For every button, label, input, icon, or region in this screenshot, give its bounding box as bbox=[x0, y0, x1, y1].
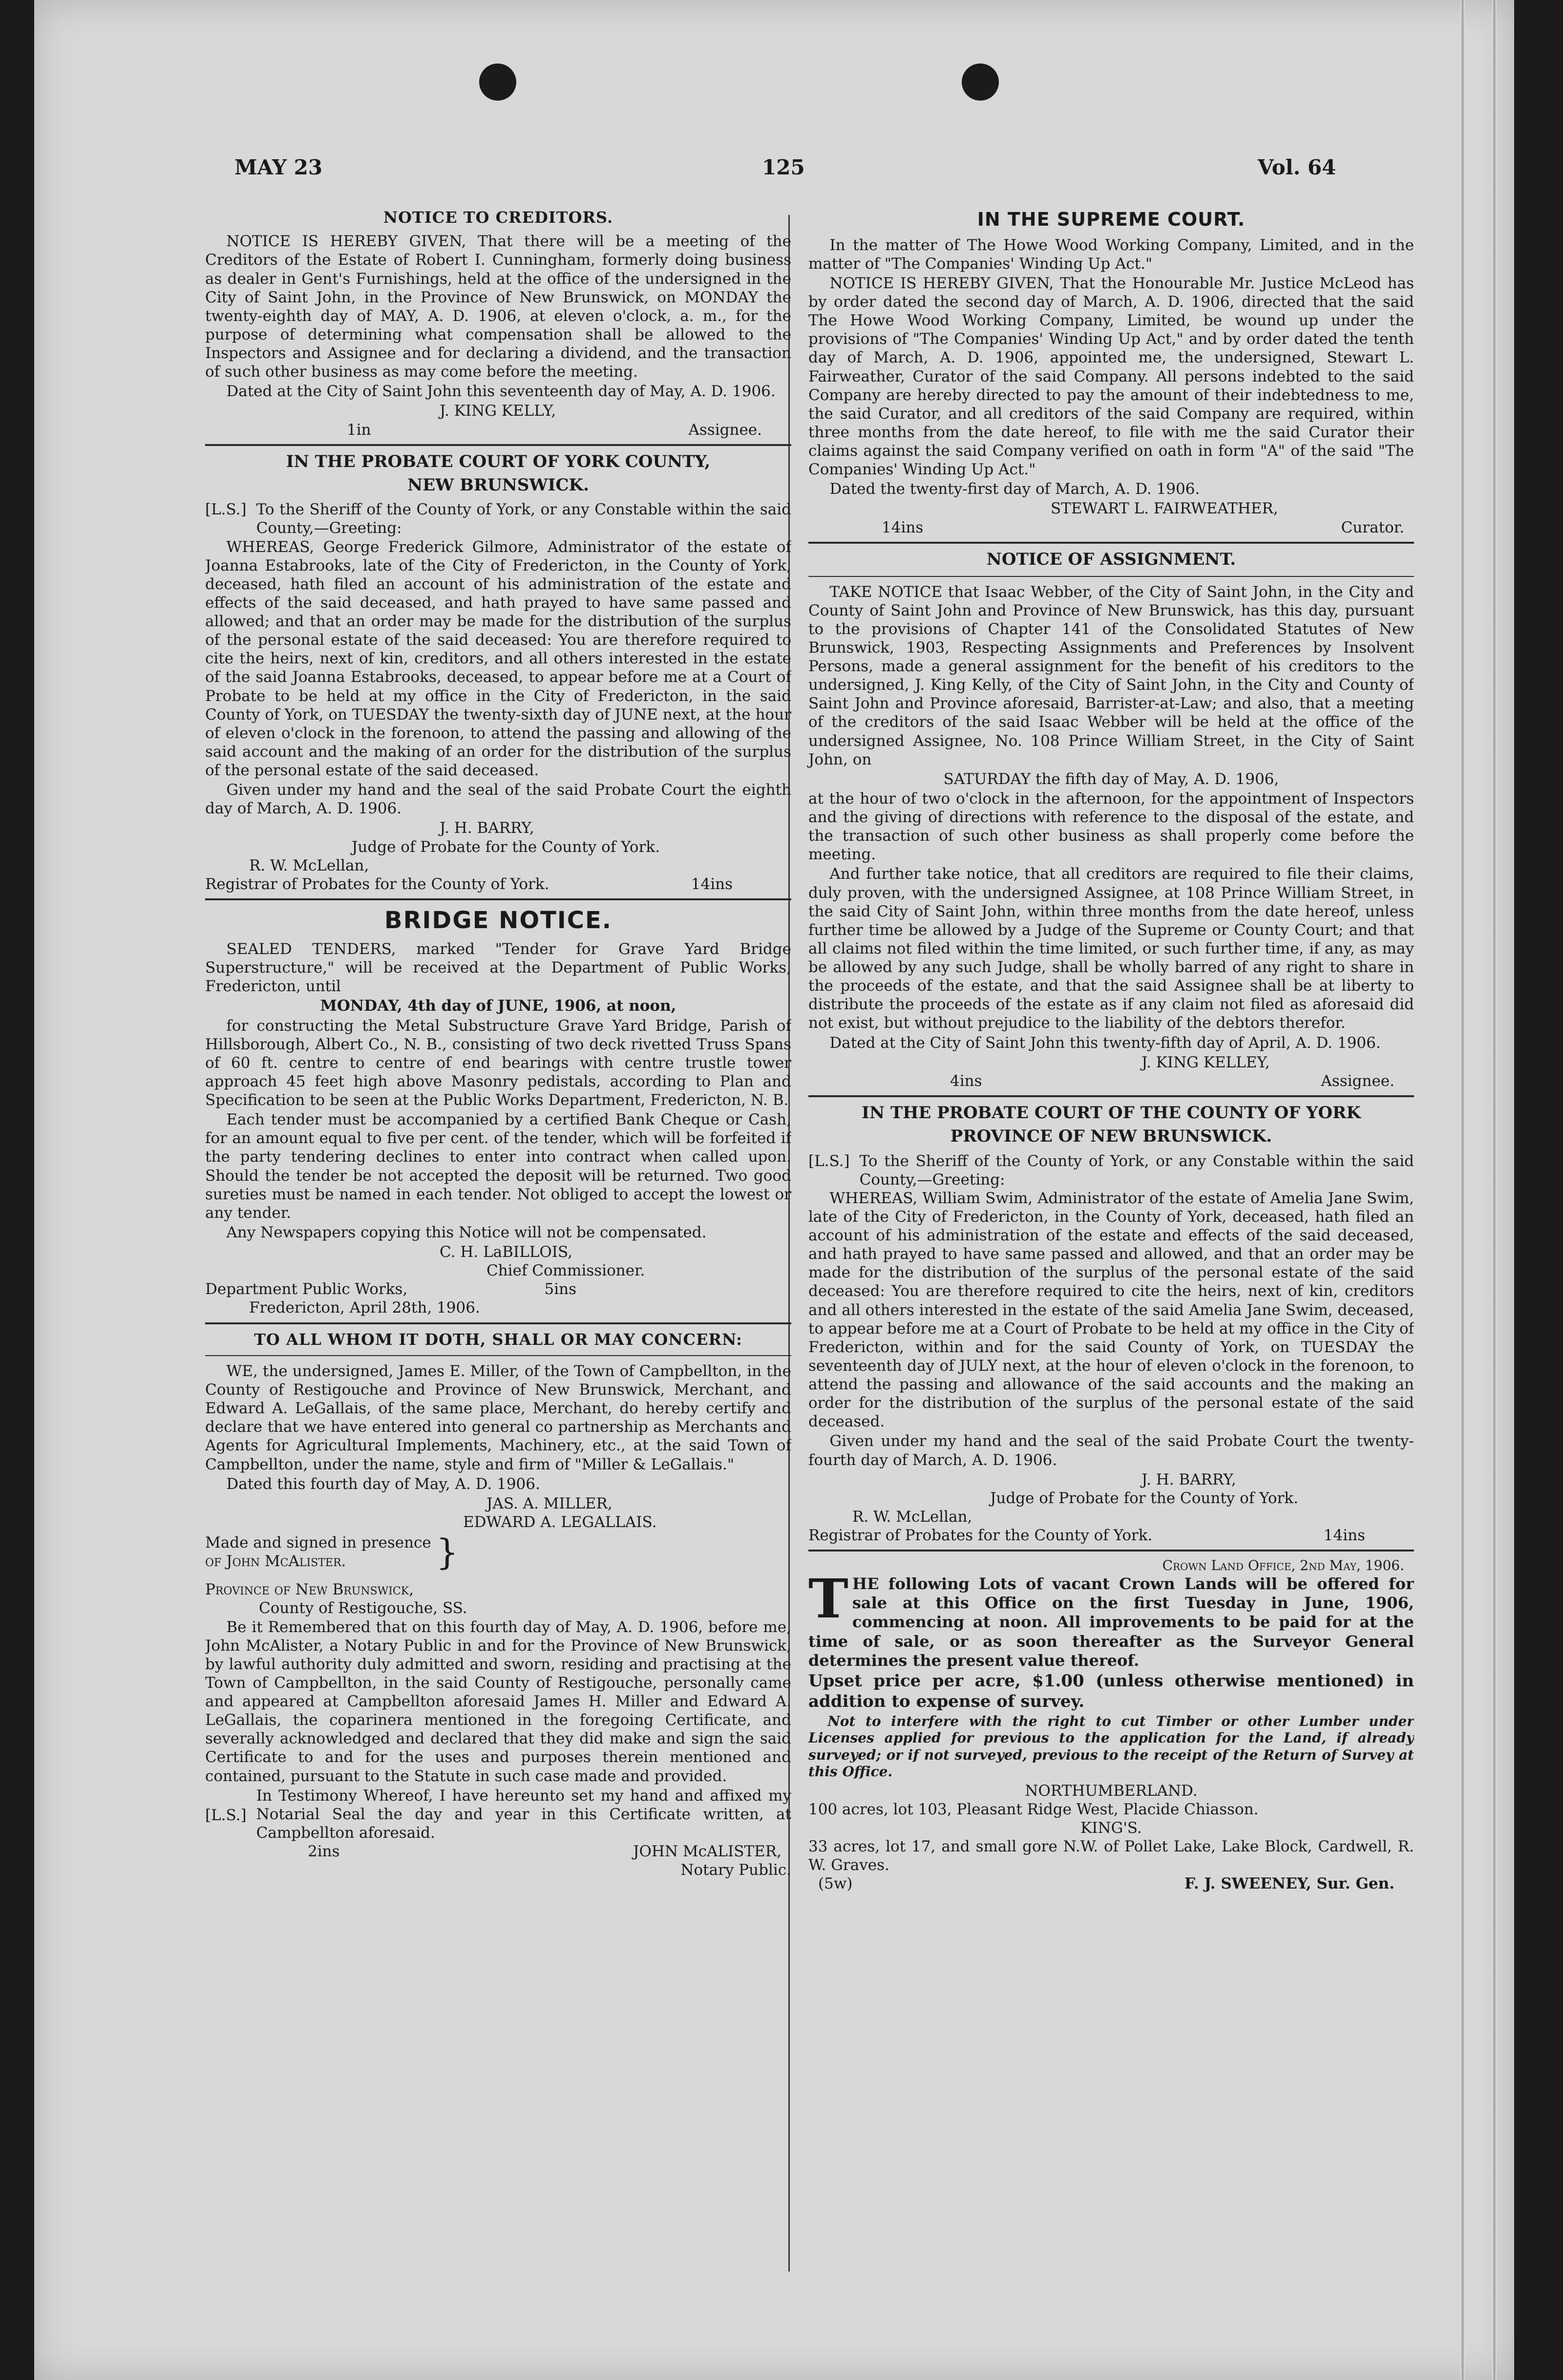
bridge-notice bbox=[205, 906, 791, 1318]
notice-body: SEALED TENDERS, marked "Tender for Grave Yard Bridge Superstructure," will be received at the Department of Public Works, Fredericton, until bbox=[205, 940, 791, 996]
notice-body: And further take notice, that all creditors are required to file their claims, duly proven, with the undersigned Assignee, at 108 Prince William Street, in the said City of Saint John, within three months from the date hereof, unless further time be allowed by a Judge of the Supreme or County Court; and that all claims not filed within the time limited, or such further time, if any, as may be allowed by any such Judge, shall be wholly barred of any right to share in the proceeds of the estate, and that the said Assignee shall be at liberty to distribute the proceeds of the estate as if any claim not filed as aforesaid did not exist, but without prejudice to the liability of the debtors therefor. bbox=[808, 865, 1414, 1032]
section-title: TO ALL WHOM IT DOTH, SHALL OR MAY CONCERN: bbox=[254, 1330, 742, 1349]
section-subtitle: NEW BRUNSWICK. bbox=[407, 475, 589, 495]
meeting-date: SATURDAY the fifth day of May, A. D. 1906, bbox=[943, 770, 1279, 788]
department-label: Department Public Works, bbox=[205, 1280, 408, 1298]
insertion-count: 2ins bbox=[308, 1843, 340, 1860]
signer-name: C. H. LaBILLOIS, bbox=[440, 1243, 572, 1261]
signer-name: J. KING KELLY, bbox=[440, 402, 556, 420]
section-rule bbox=[808, 1095, 1414, 1097]
section-title: NOTICE TO CREDITORS. bbox=[383, 208, 613, 227]
probate-york-notice bbox=[205, 452, 791, 893]
registrar-title: Registrar of Probates for the County of York. bbox=[205, 875, 549, 893]
office-date: Crown Land Office, 2nd May, 1906. bbox=[1162, 1557, 1404, 1574]
notice-dated: Dated at the City of Saint John this twenty-fifth day of April, A. D. 1906. bbox=[829, 1034, 1381, 1052]
drop-cap: T bbox=[808, 1567, 848, 1630]
address-row bbox=[205, 500, 791, 537]
notary-row bbox=[205, 1842, 791, 1861]
signer-role: Assignee. bbox=[688, 421, 762, 439]
volume-label: Vol. 64 bbox=[1258, 155, 1336, 179]
notice-dated: Dated the twenty-first day of March, A. D. 1906. bbox=[829, 480, 1200, 498]
header-date: MAY 23 bbox=[234, 155, 323, 179]
sale-announcement bbox=[808, 1567, 1414, 1671]
section-title: NOTICE OF ASSIGNMENT. bbox=[986, 549, 1236, 569]
section-rule bbox=[808, 576, 1414, 577]
insertion-count: 14ins bbox=[1323, 1527, 1365, 1545]
section-title: IN THE SUPREME COURT. bbox=[977, 209, 1246, 230]
registrar-name: R. W. McLellan, bbox=[852, 1508, 972, 1526]
insertion-count: 14ins bbox=[882, 518, 924, 536]
signature-row bbox=[808, 518, 1414, 537]
signer-role: Curator. bbox=[1341, 518, 1404, 536]
county-line: County of Restigouche, SS. bbox=[259, 1599, 467, 1617]
notice-body: NOTICE IS HEREBY GIVEN, That the Honourable Mr. Justice McLeod has by order dated the second day of March, A. D. 1906, directed that the said The Howe Wood Working Company, Limited, be wound up under the provisions of "The Companies' Winding Up Act," and by order dated the tenth day of March, A. D. 1906, appointed me, the undersigned, Stewart L. Fairweather, Curator of the said Company. All persons indebted to the said Company are hereby directed to pay the amount of their indebtedness to me, the said Curator, and all creditors of the said Company are required, within three months from the date hereof, to file with me the said Curator their claims against the said Company verified on oath in form "A" of the said "The Companies' Winding Up Act." bbox=[808, 274, 1414, 479]
witness-block bbox=[205, 1533, 791, 1571]
signature-row bbox=[205, 421, 791, 439]
witness-line: Made and signed in presence bbox=[205, 1534, 431, 1551]
registrar-row bbox=[808, 1526, 1414, 1545]
notice-body: WHEREAS, George Frederick Gilmore, Administrator of the estate of Joanna Estabrooks, late of the City of Fredericton, in the County of York, deceased, hath filed an account of his administration of the estate and effects of the said deceased, and hath prayed to have same passed and allowed; and that an order may be made for the distribution of the surplus of the personal estate of the said deceased: You are therefore required to cite the heirs, next of kin, creditors, and all others interested in the estate of the said Joanna Estabrooks, deceased, to appear before me at a Court of Probate to be held at my office in the City of Fredericton, in the said County of York, on TUESDAY the twenty-sixth day of JUNE next, at the hour of eleven o'clock in the forenoon, to attend the passing and allowing of the said account and the making of an order for the distribution of the surplus of the personal estate of the said deceased. bbox=[205, 538, 791, 780]
right-column bbox=[789, 205, 1414, 2272]
timber-note: Not to interfere with the right to cut Timber or other Lumber under Licenses applied for previous to the application for the Land, if already surveyed; or if not surveyed, previous to the receipt of the Return of Survey at this Office. bbox=[808, 1713, 1414, 1780]
notice-body: WHEREAS, William Swim, Administrator of the estate of Amelia Jane Swim, late of the City of Fredericton, in the County of York, deceased, hath filed an account of his administration of the estate and effects of the said deceased, and hath prayed to have same passed and allowed, and that an order may be made for the distribution of the surplus of the personal estate of the said deceased: You are therefore required to cite the heirs, next of kin, creditors and all others interested in the estate of the said Amelia Jane Swim, deceased, to appear before me at a Court of Probate to be held at my office in the City of Fredericton, within and for the said County of York, on TUESDAY the seventeenth day of JULY next, at the hour of eleven o'clock in the forenoon, to attend the passing and allowance of the said accounts and the making an order for the distribution of the surplus of the personal estate of the said deceased. bbox=[808, 1189, 1414, 1431]
page-number: 125 bbox=[762, 155, 805, 179]
partnership-notice bbox=[205, 1330, 791, 1880]
brace-mark: } bbox=[436, 1531, 459, 1572]
address-text: To the Sheriff of the County of York, or any Constable within the said County,—Greeting: bbox=[859, 1152, 1414, 1189]
address-row bbox=[808, 1152, 1414, 1189]
notary-name: JOHN McALISTER, bbox=[633, 1843, 782, 1860]
page-fold-edge bbox=[1492, 0, 1497, 2380]
section-rule bbox=[808, 542, 1414, 544]
notice-to-creditors bbox=[205, 208, 791, 439]
insertion-count: 4ins bbox=[950, 1072, 982, 1090]
notice-body: Any Newspapers copying this Notice will not be compensated. bbox=[226, 1223, 707, 1241]
matter-text: In the matter of The Howe Wood Working Company, Limited, and in the matter of "The Companies' Winding Up Act." bbox=[808, 236, 1414, 273]
insertion-count: 14ins bbox=[691, 875, 733, 893]
county-heading: KING'S. bbox=[1080, 1819, 1142, 1837]
notice-body: at the hour of two o'clock in the afternoon, for the appointment of Inspectors and the giving of directions with reference to the disposal of the estate, and the transaction of such other business as shall properly come before the meeting. bbox=[808, 789, 1414, 864]
place-date: Fredericton, April 28th, 1906. bbox=[249, 1299, 480, 1317]
notary-statement: Be it Remembered that on this fourth day of May, A. D. 1906, before me, John McAlister, a Notary Public in and for the Province of New Brunswick, by lawful authority duly admitted and sworn, residing and practising at the Town of Campbellton, in the said County of Restigouche, personally came and appeared at Campbellton aforesaid James H. Miller and Edward A. LeGallais, the coparinera mentioned in the foregoing Certificate, and severally acknowledged and declared that they did make and sign the said Certificate to and for the uses and purposes therein mentioned and contained, pursuant to the Statute in such case made and provided. bbox=[205, 1618, 791, 1785]
province-line: Province of New Brunswick, bbox=[205, 1581, 414, 1599]
lot-entry: 33 acres, lot 17, and small gore N.W. of Pollet Lake, Lake Block, Cardwell, R. W. Graves. bbox=[808, 1838, 1414, 1874]
signature-row bbox=[808, 1072, 1414, 1090]
address-text: To the Sheriff of the County of York, or any Constable within the said County,—Greeting: bbox=[256, 501, 791, 537]
signer-role: Assignee. bbox=[1321, 1072, 1394, 1090]
section-rule bbox=[205, 898, 791, 900]
county-heading: NORTHUMBERLAND. bbox=[1025, 1782, 1198, 1800]
notice-body: TAKE NOTICE that Isaac Webber, of the City of Saint John, in the City and County of Saint John and Province of New Brunswick, has this day, pursuant to the provisions of Chapter 141 of the Consolidated Statutes of New Brunswick, 1903, Respecting Assignments and Preferences by Insolvent Persons, made a general assignment for the benefit of his creditors to the undersigned, J. King Kelly, of the City of Saint John, in the City and County of Saint John and Province aforesaid, Barrister-at-Law; and also, that a meeting of the creditors of the said Isaac Webber will be held at the office of the undersigned Assignee, No. 108 Prince William Street, in the City of Saint John, on bbox=[808, 583, 1414, 768]
seal-label: [L.S.] bbox=[808, 1152, 850, 1170]
assignment-notice bbox=[808, 550, 1414, 1090]
section-rule bbox=[808, 1550, 1414, 1551]
testimony-text: In Testimony Whereof, I have hereunto set my hand and affixed my Notarial Seal the day and year in this Certificate written, at Campbellton aforesaid. bbox=[256, 1786, 791, 1842]
registrar-name: R. W. McLellan, bbox=[249, 856, 369, 874]
given-line: Given under my hand and the seal of the said Probate Court the twenty-fourth day of March, A. D. 1906. bbox=[808, 1432, 1414, 1469]
tender-deadline: MONDAY, 4th day of JUNE, 1906, at noon, bbox=[320, 997, 676, 1015]
notice-body: Each tender must be accompanied by a certified Bank Cheque or Cash, for an amount equal to five per cent. of the tender, which will be forfeited if the party tendering declines to enter into contract when called upon. Should the tender be not accepted the deposit will be returned. Two good sureties must be named in each tender. Not obliged to accept the lowest or any tender. bbox=[205, 1111, 791, 1222]
given-line: Given under my hand and the seal of the said Probate Court the eighth day of March, A. D. 1906. bbox=[205, 781, 791, 818]
notary-title: Notary Public. bbox=[680, 1861, 791, 1879]
lot-entry: 100 acres, lot 103, Pleasant Ridge West, Placide Chiasson. bbox=[808, 1800, 1259, 1818]
notice-body: for constructing the Metal Substructure Grave Yard Bridge, Parish of Hillsborough, Albert Co., N. B., consisting of two deck rivetted Truss Spans of 60 ft. centre to centre of end bearings with centre trustle tower approach 45 feet high above Masonry pedistals, according to Plan and Specification to be seen at the Public Works Department, Fredericton, N. B. bbox=[205, 1017, 791, 1109]
seal-label: [L.S.] bbox=[205, 1806, 247, 1824]
testimony-row bbox=[205, 1786, 791, 1842]
punch-hole bbox=[962, 64, 999, 101]
judge-name: J. H. BARRY, bbox=[440, 819, 534, 837]
page-header bbox=[0, 155, 1563, 190]
section-title: IN THE PROBATE COURT OF YORK COUNTY, bbox=[286, 451, 711, 471]
judge-name: J. H. BARRY, bbox=[1141, 1470, 1236, 1488]
section-subtitle: PROVINCE OF NEW BRUNSWICK. bbox=[950, 1126, 1272, 1146]
probate-york-notice-2 bbox=[808, 1103, 1414, 1545]
seal-label: [L.S.] bbox=[205, 501, 247, 519]
announcement-text: HE following Lots of vacant Crown Lands will be offered for sale at this Office on the first Tuesday in June, 1906, commencing at noon. All improvements to be paid for at the time of sale, or as soon thereafter as the Surveyor General determines the present value thereof. bbox=[808, 1574, 1414, 1670]
dept-row bbox=[205, 1280, 791, 1298]
upset-price: Upset price per acre, $1.00 (unless otherwise mentioned) in addition to expense of survey. bbox=[808, 1671, 1414, 1712]
section-title: IN THE PROBATE COURT OF THE COUNTY OF YORK bbox=[862, 1103, 1361, 1123]
notice-dated: Dated this fourth day of May, A. D. 1906. bbox=[226, 1475, 540, 1493]
section-rule bbox=[205, 444, 791, 446]
judge-title: Judge of Probate for the County of York. bbox=[990, 1489, 1299, 1507]
section-title: BRIDGE NOTICE. bbox=[384, 906, 612, 934]
signer-name: STEWART L. FAIRWEATHER, bbox=[1051, 500, 1278, 518]
section-rule bbox=[205, 1322, 791, 1324]
signature-row bbox=[808, 1874, 1414, 1893]
left-column bbox=[205, 205, 791, 2272]
section-rule bbox=[205, 1355, 791, 1356]
crown-land-notice bbox=[808, 1557, 1414, 1893]
insertion-count: 5ins bbox=[544, 1280, 576, 1298]
signer-name: J. KING KELLEY, bbox=[1141, 1053, 1270, 1071]
notice-body: WE, the undersigned, James E. Miller, of the Town of Campbellton, in the County of Restigouche and Province of New Brunswick, Merchant, and Edward A. LeGallais, of the same place, Merchant, do hereby certify and declare that we have entered into general co partnership as Merchants and Agents for Agricultural Implements, Machinery, etc., at the said Town of Campbellton, under the name, style and firm of "Miller & LeGallais." bbox=[205, 1362, 791, 1473]
signer-name: F. J. SWEENEY, Sur. Gen. bbox=[1184, 1875, 1394, 1893]
signer-name: JAS. A. MILLER, bbox=[486, 1494, 613, 1512]
notice-body: NOTICE IS HEREBY GIVEN, That there will be a meeting of the Creditors of the Estate of Robert I. Cunningham, formerly doing business as dealer in Gent's Furnishings, held at the office of the undersigned in the City of Saint John, in the Province of New Brunswick, on MONDAY the twenty-eighth day of MAY, A. D. 1906, at eleven o'clock, a. m., for the purpose of determining what compensation shall be allowed to the Inspectors and Assignee and for declaring a dividend, and the transaction of such other business as may come before the meeting. bbox=[205, 233, 791, 381]
page-fold-edge bbox=[1460, 0, 1465, 2380]
punch-hole bbox=[479, 64, 516, 101]
insertion-count: (5w) bbox=[818, 1875, 853, 1893]
judge-title: Judge of Probate for the County of York. bbox=[352, 838, 660, 856]
registrar-title: Registrar of Probates for the County of York. bbox=[808, 1527, 1153, 1545]
notice-dated: Dated at the City of Saint John this seventeenth day of May, A. D. 1906. bbox=[226, 382, 776, 401]
signer-name: EDWARD A. LEGALLAIS. bbox=[463, 1513, 657, 1531]
supreme-court-notice bbox=[808, 208, 1414, 537]
insertion-count: 1in bbox=[347, 421, 371, 439]
registrar-row bbox=[205, 875, 791, 893]
witness-line: of John McAlister. bbox=[205, 1552, 346, 1571]
signer-title: Chief Commissioner. bbox=[486, 1262, 645, 1280]
